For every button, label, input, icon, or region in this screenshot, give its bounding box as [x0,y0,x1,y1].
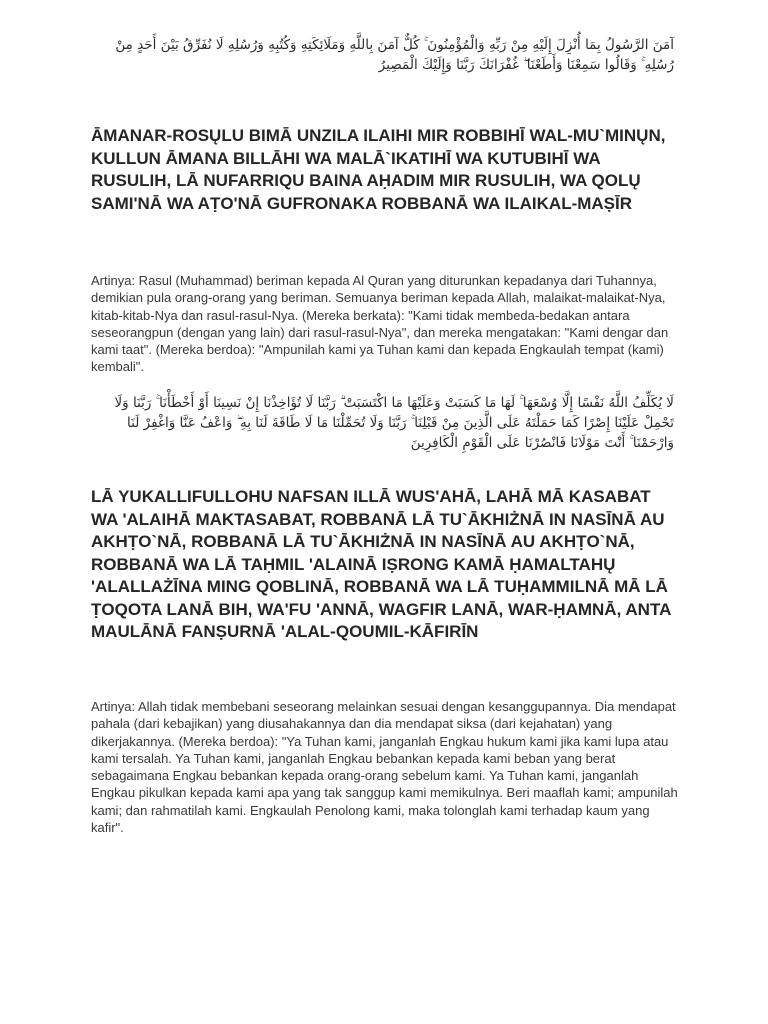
translation-paragraph-2: Artinya: Allah tidak membebani seseorang melainkan sesuai dengan kesanggupannya. Dia mendapat pahala (dari kebajikan) yang diusahakannya dan dia mendapat siksa (dari kejahatan) yang dikerjakannya. (Mereka berdoa): "Ya Tuhan kami, janganlah Engkau hukum kami jika kami lupa atau kami tersalah. Ya Tuhan kami, janganlah Engkau bebankan kepada kami beban yang berat sebagaimana Engkau bebankan kepada orang-orang sebelum kami. Ya Tuhan kami, janganlah Engkau pikulkan kepada kami apa yang tak sanggup kami memikulnya. Beri maaflah kami; ampunilah kami; dan rahmatilah kami. Engkaulah Penolong kami, maka tolonglah kami terhadap kaum yang kafir". [91,699,678,836]
transliteration-heading-2: LĀ YUKALLIFULLOHU NAFSAN ILLĀ WUS'AHĀ, LAHĀ MĀ KASABAT WA 'ALAIHĀ MAKTASABAT, ROBBANĀ LĀ TU`ĀKHIŻNĀ IN NASĪNĀ AU AKHṬO`NĀ, ROBBANĀ LĀ TU`ĀKHIŻNĀ IN NASĪNĀ AU AKHṬO`NĀ, ROBBANĀ WA LĀ TAḤMIL 'ALAINĀ IṢRONG KAMĀ ḤAMALTAHŲ 'ALALLAŻĪNA MING QOBLINĀ, ROBBANĀ WA LĀ TUḤAMMILNĀ MĀ LĀ ṬOQOTA LANĀ BIH, WA'FU 'ANNĀ, WAGFIR LANĀ, WAR-ḤAMNĀ, ANTA MAULĀNĀ FANṢURNĀ 'ALAL-QOUMIL-KĀFIRĪN [91,487,671,641]
translation-paragraph-1: Artinya: Rasul (Muhammad) beriman kepada Al Quran yang diturunkan kepadanya dari Tuhannya, demikian pula orang-orang yang beriman. Semuanya beriman kepada Allah, malaikat-malaikat-Nya, kitab-kitab-Nya dan rasul-rasul-Nya. (Mereka berkata): "Kami tidak membeda-bedakan antara seseorangpun (dengan yang lain) dari rasul-rasul-Nya", dan mereka mengatakan: "Kami dengar dan kami taat". (Mereka berdoa): "Ampunilah kami ya Tuhan kami dan kepada Engkaulah tempat (kami) kembali". [91,273,669,375]
arabic-verse-1: آمَنَ الرَّسُولُ بِمَا أُنْزِلَ إِلَيْهِ مِنْ رَبِّهِ وَالْمُؤْمِنُونَ ۚ كُلٌّ آمَنَ بِاللَّهِ وَمَلَائِكَتِهِ وَكُتُبِهِ وَرُسُلِهِ لَا نُفَرِّقُ بَيْنَ أَحَدٍ مِنْ رُسُلِهِ ۚ وَقَالُوا سَمِعْنَا وَأَطَعْنَا ۖ غُفْرَانَكَ رَبَّنَا وَإِلَيْكَ الْمَصِيرُ [115,37,674,73]
arabic-verse-2: لَا يُكَلِّفُ اللَّهُ نَفْسًا إِلَّا وُسْعَهَا ۚ لَهَا مَا كَسَبَتْ وَعَلَيْهَا مَا اكْتَسَبَتْ ۗ رَبَّنَا لَا تُؤَاخِذْنَا إِنْ نَسِينَا أَوْ أَخْطَأْنَا ۚ رَبَّنَا وَلَا تَحْمِلْ عَلَيْنَا إِصْرًا كَمَا حَمَلْتَهُ عَلَى الَّذِينَ مِنْ قَبْلِنَا ۚ رَبَّنَا وَلَا تُحَمِّلْنَا مَا لَا طَاقَةَ لَنَا بِهِ ۖ وَاعْفُ عَنَّا وَاغْفِرْ لَنَا وَارْحَمْنَا ۚ أَنْتَ مَوْلَانَا فَانْصُرْنَا عَلَى الْقَوْمِ الْكَافِرِينَ [114,395,674,451]
transliteration-heading-1: ĀMANAR-ROSŲLU BIMĀ UNZILA ILAIHI MIR ROBBIHĪ WAL-MU`MINŲN, KULLUN ĀMANA BILLĀHI WA MALĀ`IKATIHĪ WA KUTUBIHĪ WA RUSULIH, LĀ NUFARRIQU BAINA AḤADIM MIR RUSULIH, WA QOLŲ SAMI'NĀ WA AṬO'NĀ GUFRONAKA ROBBANĀ WA ILAIKAL-MAṢĪR [91,126,666,213]
